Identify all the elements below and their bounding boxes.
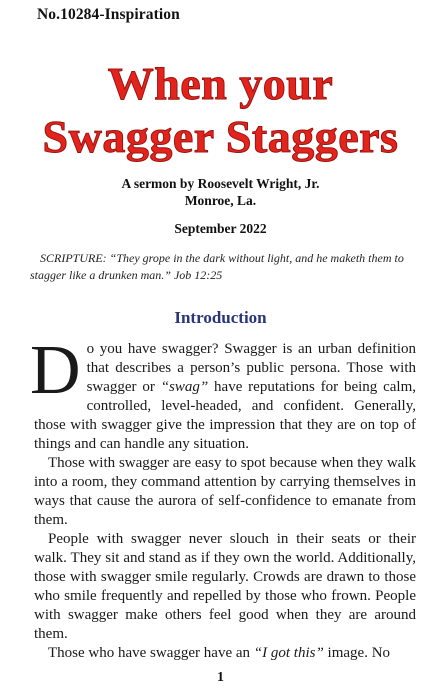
paragraph-4-text-a: Those who have swagger have an: [48, 645, 254, 661]
paragraph-4-text-b: image. No: [323, 645, 391, 661]
author-location: Monroe, La.: [184, 193, 257, 208]
title-line-2: Swagger Staggers: [42, 111, 399, 162]
paragraph-4-emphasis: “I got this”: [253, 645, 324, 661]
section-heading: Introduction: [174, 308, 267, 327]
author-byline: A sermon by Roosevelt Wright, Jr.: [121, 176, 320, 191]
scripture-reference: SCRIPTURE: “They grope in the dark without light, and he maketh them to stagger like a drunken man.” Job 12:25: [30, 251, 404, 282]
body-text: [30, 332, 416, 663]
issue-header: No.10284-Inspiration: [37, 6, 180, 23]
drop-cap: D: [30, 332, 81, 409]
paragraph-3: People with swagger never slouch in their seats or their walk. They sit and stand as if they own the world. Additionally, those with swagger smile regularly. Crowds are drawn to those who smile frequently and repelled by those who frown. People with swagger make others feel good when they are around them.: [34, 531, 416, 642]
paragraph-1-text-b: have reputations for being calm, controlled, level-headed, and confident. Generally, those with swagger give the impression that they are on top of things and can handle any situation.: [34, 379, 416, 452]
page-number: 1: [217, 670, 224, 685]
title-line-1: When your: [107, 58, 334, 109]
paragraph-1: [30, 332, 416, 454]
paragraph-4: [34, 644, 416, 663]
paragraph-1-emphasis: “swag”: [160, 379, 209, 395]
paragraph-2: Those with swagger are easy to spot because when they walk into a room, they command attention by carrying themselves in ways that cause the aurora of self-confidence to emanate from them.: [34, 455, 416, 528]
sermon-date: September 2022: [174, 221, 267, 236]
paragraph-1-text-a: o you have swagger? Swagger is an urban definition that describes a person’s public persona. Those with swagger or: [86, 341, 416, 395]
